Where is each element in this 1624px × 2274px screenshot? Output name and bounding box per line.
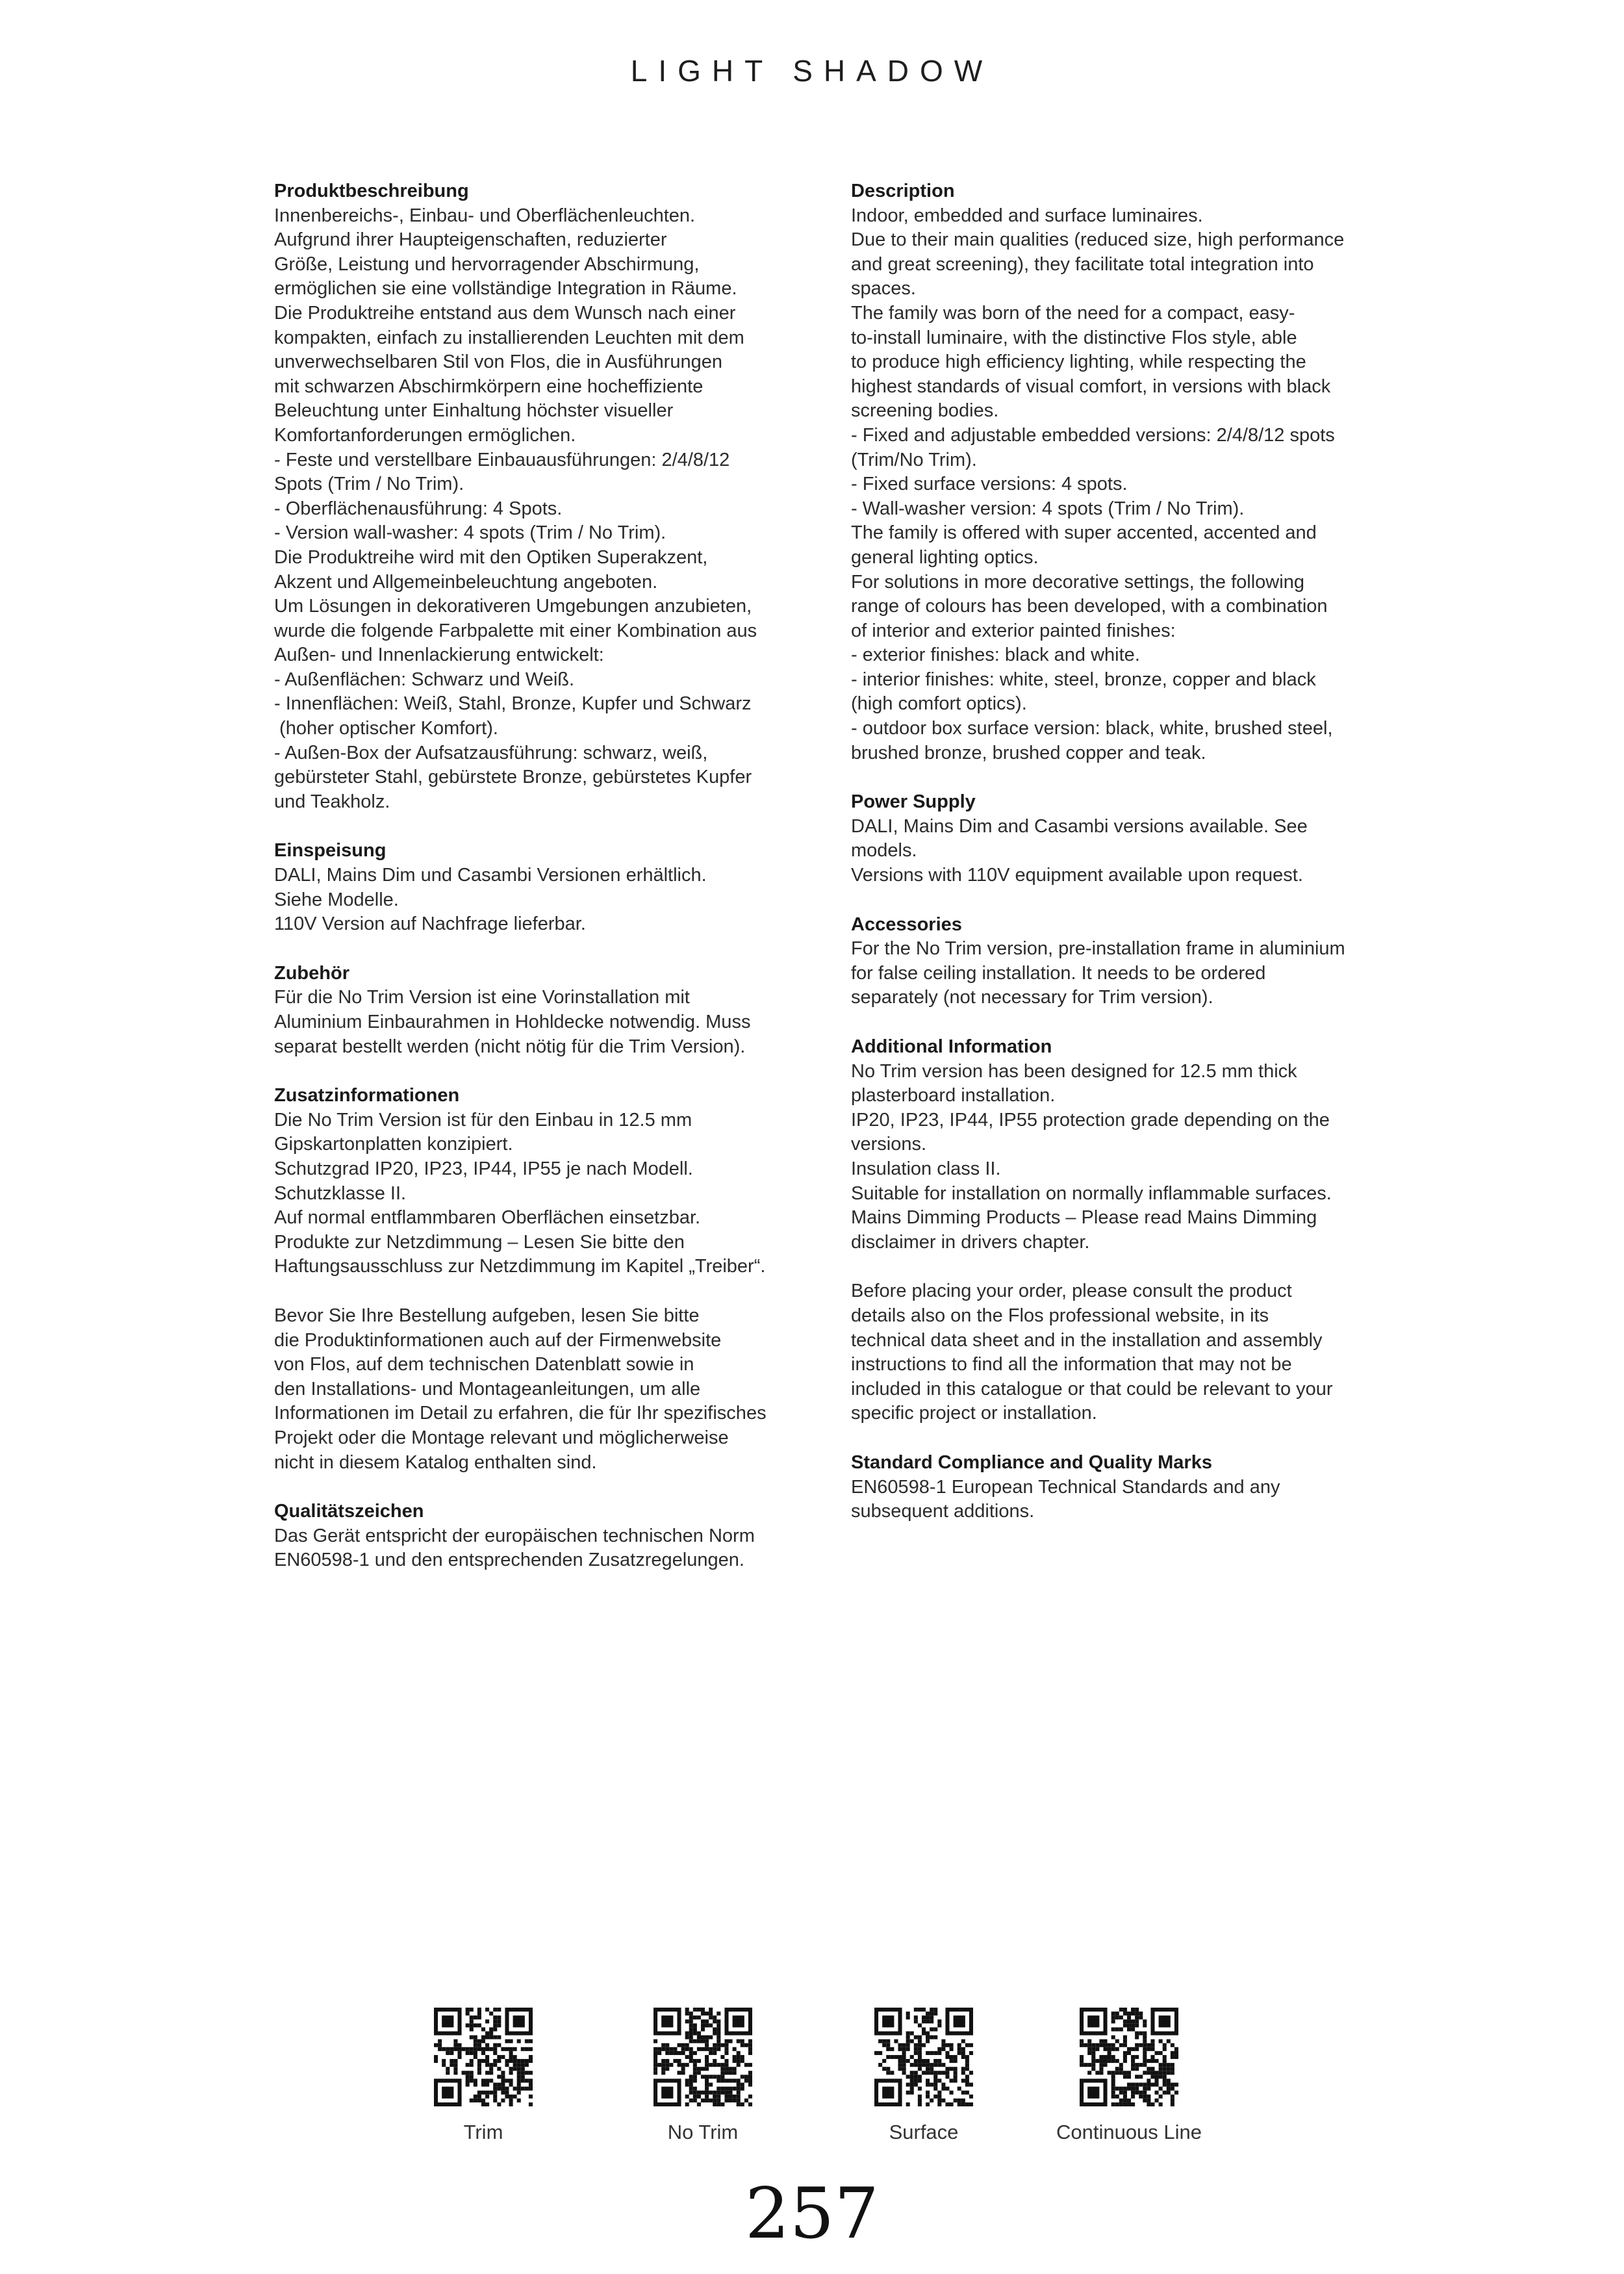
text-line: - Außenflächen: Schwarz und Weiß. <box>274 669 575 690</box>
text-line: Mains Dimming Products – Please read Mains Dimming <box>851 1207 1317 1229</box>
text-line: nicht in diesem Katalog enthalten sind. <box>274 1451 597 1473</box>
text-line: plasterboard installation. <box>851 1085 1056 1106</box>
text-line: - Version wall-washer: 4 spots (Trim / No Trim). <box>274 522 666 544</box>
text-line: Das Gerät entspricht der europäischen technischen Norm <box>274 1525 755 1546</box>
text-line: subsequent additions. <box>851 1501 1035 1522</box>
text-line: - interior finishes: white, steel, bronze, copper and black <box>851 669 1316 690</box>
qr-item-surface[interactable] <box>820 2008 1028 2144</box>
text-section <box>851 1035 1390 1255</box>
qr-code-icon[interactable] <box>874 2008 973 2106</box>
text-line: screening bodies. <box>851 400 999 422</box>
text-section <box>851 179 1390 765</box>
text-line: Suitable for installation on normally inflammable surfaces. <box>851 1182 1332 1204</box>
qr-code-icon[interactable] <box>653 2008 752 2106</box>
text-line: Die No Trim Version ist für den Einbau in 12.5 mm <box>274 1109 692 1131</box>
text-line: Insulation class II. <box>851 1158 1001 1179</box>
text-line: - Fixed surface versions: 4 spots. <box>851 474 1128 495</box>
text-line: mit schwarzen Abschirmkörpern eine hocheffiziente <box>274 376 704 397</box>
text-line: Spots (Trim / No Trim). <box>274 474 464 495</box>
text-line: models. <box>851 840 917 862</box>
text-line: ermöglichen sie eine vollständige Integration in Räume. <box>274 278 737 300</box>
text-line: wurde die folgende Farbpalette mit einer Kombination aus <box>274 620 757 641</box>
text-line: Größe, Leistung und hervorragender Abschirmung, <box>274 253 700 275</box>
section-heading: Einspeisung <box>274 840 387 862</box>
text-line: of interior and exterior painted finishes: <box>851 620 1176 641</box>
text-line: disclaimer in drivers chapter. <box>851 1231 1090 1253</box>
text-line: kompakten, einfach zu installierenden Leuchten mit dem <box>274 327 744 348</box>
qr-code-row <box>0 2008 1624 2151</box>
qr-code-icon[interactable] <box>434 2008 533 2106</box>
text-line: Informationen im Detail zu erfahren, die für Ihr spezifisches <box>274 1403 767 1424</box>
text-line: Before placing your order, please consult the product <box>851 1281 1292 1302</box>
text-line: von Flos, auf dem technischen Datenblatt sowie in <box>274 1354 694 1375</box>
section-heading: Qualitätszeichen <box>274 1501 424 1522</box>
text-line: versions. <box>851 1134 927 1155</box>
text-section <box>274 1500 813 1573</box>
german-text-column <box>274 179 813 1598</box>
text-section <box>851 1279 1390 1426</box>
section-heading: Standard Compliance and Quality Marks <box>851 1451 1212 1473</box>
text-line: brushed bronze, brushed copper and teak. <box>851 742 1206 763</box>
text-line: die Produktinformationen auch auf der Firmenwebsite <box>274 1329 722 1351</box>
section-heading: Power Supply <box>851 791 976 813</box>
text-line: DALI, Mains Dim und Casambi Versionen erhältlich. <box>274 865 707 886</box>
text-line: Produkte zur Netzdimmung – Lesen Sie bitte den <box>274 1231 685 1253</box>
text-line: specific project or installation. <box>851 1403 1097 1424</box>
qr-item-no-trim[interactable] <box>599 2008 807 2144</box>
text-line: (Trim/No Trim). <box>851 449 977 470</box>
text-line: Für die No Trim Version ist eine Vorinstallation mit <box>274 987 690 1008</box>
text-line: The family was born of the need for a compact, easy- <box>851 302 1295 324</box>
text-section <box>851 913 1390 1010</box>
qr-label-surface: Surface <box>889 2121 959 2143</box>
text-line: - Innenflächen: Weiß, Stahl, Bronze, Kupfer und Schwarz <box>274 693 752 715</box>
text-line: Die Produktreihe wird mit den Optiken Superakzent, <box>274 546 708 568</box>
text-line: den Installations- und Montageanleitungen, um alle <box>274 1378 701 1399</box>
text-line: separat bestellt werden (nicht nötig für die Trim Version). <box>274 1036 746 1057</box>
qr-item-trim[interactable] <box>379 2008 587 2144</box>
text-line: - exterior finishes: black and white. <box>851 645 1140 666</box>
qr-label-trim: Trim <box>463 2121 503 2143</box>
text-line: - Oberflächenausführung: 4 Spots. <box>274 498 563 519</box>
text-line: Haftungsausschluss zur Netzdimmung im Kapitel „Treiber“. <box>274 1256 766 1277</box>
qr-item-continuous-line[interactable] <box>1025 2008 1233 2144</box>
text-line: For the No Trim version, pre-installation frame in aluminium <box>851 938 1345 960</box>
text-line: Innenbereichs-, Einbau- und Oberflächenleuchten. <box>274 205 696 226</box>
text-section <box>274 179 813 814</box>
text-line: The family is offered with super accented, accented and <box>851 522 1317 544</box>
text-line: Versions with 110V equipment available upon request. <box>851 865 1303 886</box>
text-section <box>274 839 813 936</box>
text-line: Due to their main qualities (reduced size, high performance <box>851 229 1345 251</box>
text-line: and great screening), they facilitate total integration into <box>851 253 1314 275</box>
text-line: details also on the Flos professional website, in its <box>851 1305 1269 1326</box>
text-line: Um Lösungen in dekorativeren Umgebungen anzubieten, <box>274 596 752 617</box>
text-section <box>274 1084 813 1279</box>
text-line: Akzent und Allgemeinbeleuchtung angeboten. <box>274 571 658 593</box>
text-line: general lighting optics. <box>851 546 1039 568</box>
text-line: Beleuchtung unter Einhaltung höchster visueller <box>274 400 674 422</box>
qr-label-continuous-line: Continuous Line <box>1056 2121 1202 2143</box>
text-line: For solutions in more decorative settings, the following <box>851 571 1304 593</box>
section-heading: Description <box>851 181 955 201</box>
text-line: separately (not necessary for Trim version). <box>851 987 1213 1008</box>
text-line: Komfortanforderungen ermöglichen. <box>274 424 576 446</box>
text-line: DALI, Mains Dim and Casambi versions available. See <box>851 815 1308 837</box>
text-line: - Außen-Box der Aufsatzausführung: schwarz, weiß, <box>274 742 708 763</box>
page-number: 257 <box>744 2173 880 2255</box>
text-line: Die Produktreihe entstand aus dem Wunsch nach einer <box>274 302 736 324</box>
qr-label-no-trim: No Trim <box>667 2121 739 2143</box>
text-line: und Teakholz. <box>274 791 390 812</box>
text-line: highest standards of visual comfort, in versions with black <box>851 376 1331 397</box>
text-line: Aluminium Einbaurahmen in Hohldecke notwendig. Muss <box>274 1012 751 1032</box>
text-section <box>274 1304 813 1475</box>
text-line: - Feste und verstellbare Einbauausführungen: 2/4/8/12 <box>274 449 730 470</box>
section-heading: Produktbeschreibung <box>274 181 469 201</box>
text-section <box>851 790 1390 888</box>
text-line: 110V Version auf Nachfrage lieferbar. <box>274 913 586 935</box>
text-line: - outdoor box surface version: black, white, brushed steel, <box>851 718 1333 739</box>
text-line: Außen- und Innenlackierung entwickelt: <box>274 645 604 666</box>
section-heading: Accessories <box>851 913 962 935</box>
text-line: (hoher optischer Komfort). <box>274 718 498 739</box>
text-line: spaces. <box>851 278 916 300</box>
text-section <box>851 1451 1390 1524</box>
english-text-column <box>851 179 1390 1549</box>
text-line: unverwechselbaren Stil von Flos, die in Ausführungen <box>274 351 722 373</box>
text-line: range of colours has been developed, with a combination <box>851 596 1328 617</box>
section-heading: Zubehör <box>274 962 349 984</box>
text-line: EN60598-1 und den entsprechenden Zusatzregelungen. <box>274 1550 744 1571</box>
section-heading: Zusatzinformationen <box>274 1085 460 1106</box>
text-line: Projekt oder die Montage relevant und möglicherweise <box>274 1427 729 1448</box>
text-line: (high comfort optics). <box>851 693 1027 715</box>
text-line: for false ceiling installation. It needs to be ordered <box>851 962 1266 984</box>
text-line: IP20, IP23, IP44, IP55 protection grade depending on the <box>851 1109 1330 1131</box>
text-line: - Fixed and adjustable embedded versions: 2/4/8/12 spots <box>851 424 1335 446</box>
text-line: Siehe Modelle. <box>274 889 399 910</box>
text-line: No Trim version has been designed for 12.5 mm thick <box>851 1060 1297 1082</box>
text-line: Schutzklasse II. <box>274 1182 407 1204</box>
text-line: Bevor Sie Ihre Bestellung aufgeben, lesen Sie bitte <box>274 1305 700 1326</box>
text-section <box>274 962 813 1059</box>
text-line: Gipskartonplatten konzipiert. <box>274 1134 513 1155</box>
text-line: instructions to find all the information that may not be <box>851 1354 1292 1375</box>
section-heading: Additional Information <box>851 1036 1052 1057</box>
text-line: Schutzgrad IP20, IP23, IP44, IP55 je nach Modell. <box>274 1158 693 1179</box>
text-line: Auf normal entflammbaren Oberflächen einsetzbar. <box>274 1207 701 1229</box>
text-line: Indoor, embedded and surface luminaires. <box>851 205 1203 226</box>
text-line: gebürsteter Stahl, gebürstete Bronze, gebürstetes Kupfer <box>274 767 752 788</box>
text-line: to-install luminaire, with the distinctive Flos style, able <box>851 327 1297 348</box>
text-line: to produce high efficiency lighting, while respecting the <box>851 351 1306 373</box>
qr-code-icon[interactable] <box>1080 2008 1178 2106</box>
text-line: included in this catalogue or that could be relevant to your <box>851 1378 1333 1399</box>
text-line: Aufgrund ihrer Haupteigenschaften, reduzierter <box>274 229 667 251</box>
text-line: EN60598-1 European Technical Standards and any <box>851 1476 1280 1498</box>
text-line: - Wall-washer version: 4 spots (Trim / No Trim). <box>851 498 1245 519</box>
text-line: technical data sheet and in the installation and assembly <box>851 1329 1323 1351</box>
page-title: LIGHT SHADOW <box>630 54 994 88</box>
